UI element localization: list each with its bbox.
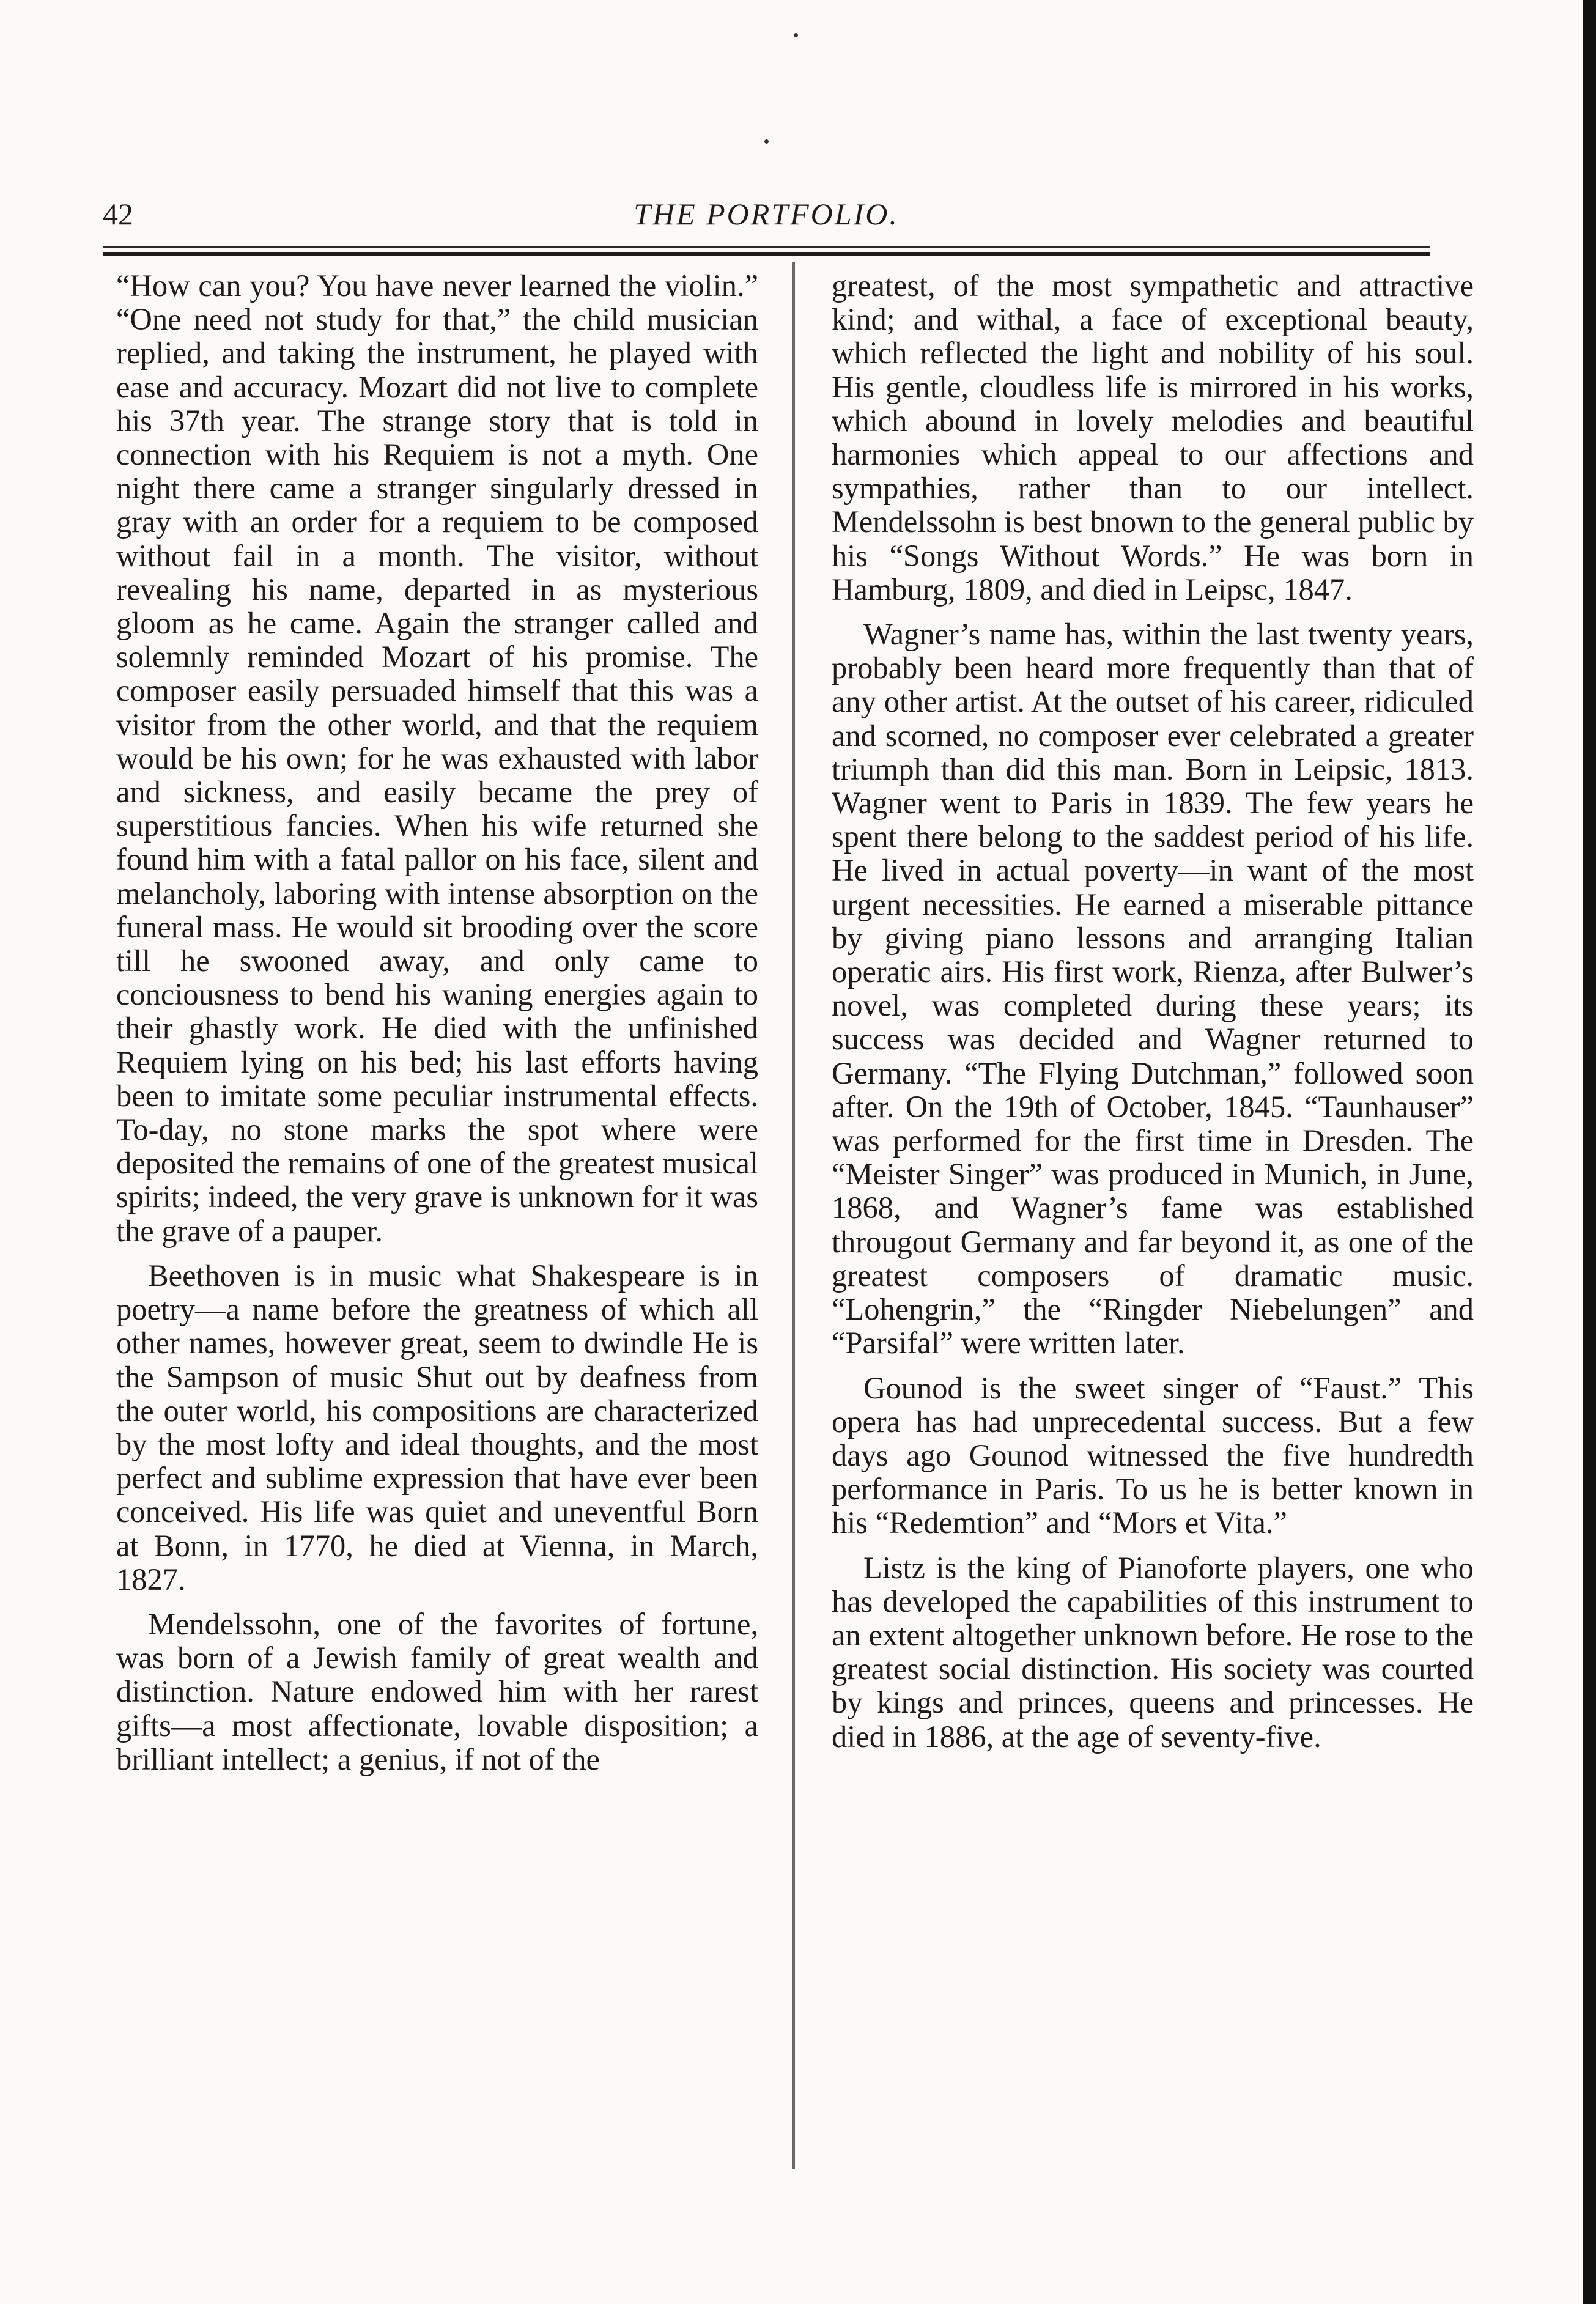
ink-speck [764,139,769,144]
scan-edge-bar [1583,0,1596,2304]
column-divider [792,262,795,2169]
right-column [832,269,1474,1754]
mendelssohn-paragraph-start: Mendelssohn, one of the favorites of fortune, was born of a Jewish family of great wealth and distinction. Nature endowed him with her rarest gifts—a most affectionate, lovable disposition; a brilliant intellect; a genius, if not of the [116,1606,758,1776]
left-column [116,269,758,1776]
liszt-paragraph: Listz is the king of Pianoforte players, one who has developed the capabilities of this instrument to an extent altogether unknown before. He rose to the greatest social distinction. His society was courted by kings and princes, queens and princesses. He died in 1886, at the age of seventy-five. [832,1550,1474,1754]
page-number: 42 [103,197,133,231]
running-title: THE PORTFOLIO. [634,197,899,231]
header-rule-thick [103,252,1430,256]
gounod-paragraph: Gounod is the sweet singer of “Faust.” This opera has had unprecedental success. But a few days ago Gounod witnessed the five hundredth performance in Paris. To us he is better known in his “Redemtion” and “Mors et Vita.” [832,1370,1474,1540]
wagner-paragraph: Wagner’s name has, within the last twenty years, probably been heard more frequently than that of any other artist. At the outset of his career, ridiculed and scorned, no composer ever celebrated a greater triumph than did this man. Born in Leipsic, 1813. Wagner went to Paris in 1839. The few years he spent there belong to the saddest period of his life. He lived in actual poverty—in want of the most urgent necessities. He earned a miserable pittance by giving piano lessons and arranging Italian operatic airs. His first work, Rienza, after Bulwer’s novel, was completed during these years; its success was decided and Wagner returned to Germany. “The Flying Dutchman,” followed soon after. On the 19th of October, 1845. “Taunhauser” was performed for the first time in Dresden. The “Meister Singer” was produced in Munich, in June, 1868, and Wagner’s fame was established througout Germany and far beyond it, as one of the greatest composers of dramatic music. “Lohengrin,” the “Ringder Niebelungen” and “Parsifal” were written later. [832,617,1474,1361]
page-header [103,190,1430,238]
header-rule-thin [103,246,1430,248]
ink-speck [794,33,798,37]
beethoven-paragraph: Beethoven is in music what Shakespeare is in poetry—a name before the greatness of which all other names, however great, seem to dwindle He is the Sampson of music Shut out by deafness from the outer world, his compositions are characterized by the most lofty and ideal thoughts, and the most perfect and sublime expression that have ever been conceived. His life was quiet and uneventful Born at Bonn, in 1770, he died at Vienna, in March, 1827. [116,1258,758,1597]
mozart-paragraph: “How can you? You have never learned the violin.” “One need not study for that,” the child musician replied, and taking the instrument, he played with ease and accuracy. Mozart did not live to complete his 37th year. The strange story that is told in connection with his Requiem is not a myth. One night there came a stranger singularly dressed in gray with an order for a requiem to be composed without fail in a month. The visitor, without revealing his name, departed in as mysterious gloom as he came. Again the stranger called and solemnly reminded Mozart of his promise. The composer easily persuaded himself that this was a visitor from the other world, and that the requiem would be his own; for he was exhausted with labor and sickness, and easily became the prey of superstitious fancies. When his wife returned she found him with a fatal pallor on his face, silent and melancholy, laboring with intense absorption on the funeral mass. He would sit brooding over the score till he swooned away, and only came to conciousness to bend his waning energies again to their ghastly work. He died with the unfinished Requiem lying on his bed; his last efforts having been to imitate some peculiar instrumental effects. To-day, no stone marks the spot where were deposited the remains of one of the greatest musical spirits; indeed, the very grave is unknown for it was the grave of a pauper. [116,268,758,1248]
mendelssohn-paragraph-end: greatest, of the most sympathetic and attractive kind; and withal, a face of exceptional beauty, which reflected the light and nobility of his soul. His gentle, cloudless life is mirrored in his works, which abound in lovely melodies and beautiful harmonies which appeal to our affections and sympathies, rather than to our intellect. Mendelssohn is best bnown to the general public by his “Songs Without Words.” He was born in Hamburg, 1809, and died in Leipsc, 1847. [832,268,1474,607]
